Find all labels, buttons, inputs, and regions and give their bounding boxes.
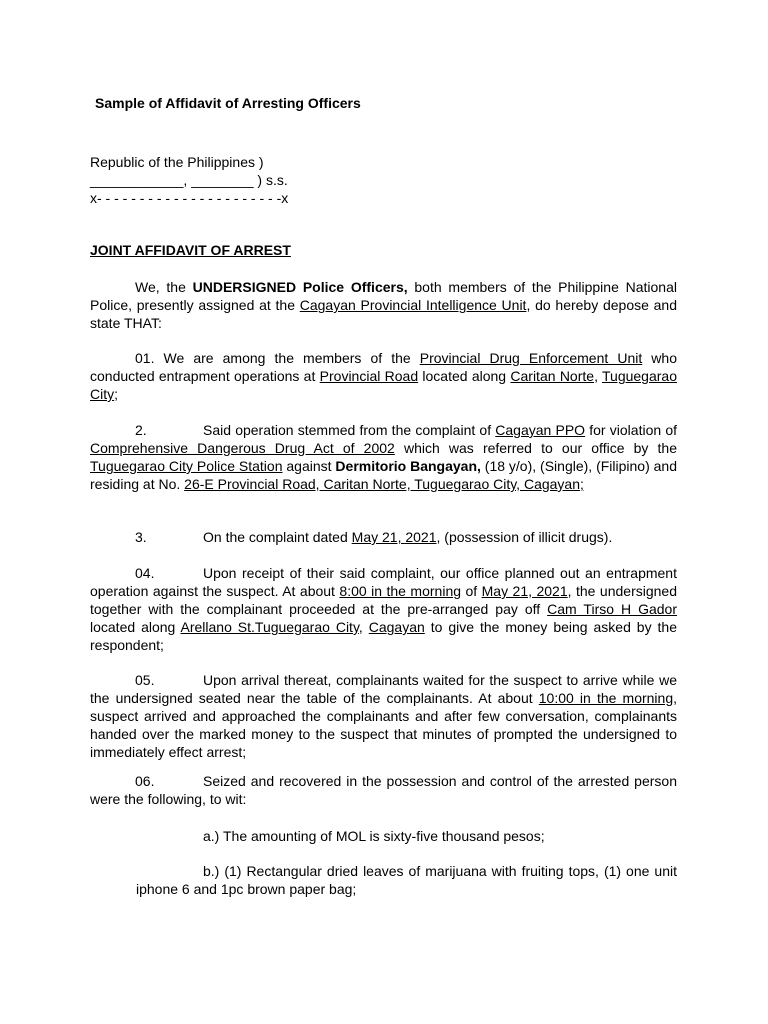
paragraph-06: 06. Seized and recovered in the possession and control of the arrested person were the following, to wit:: [90, 773, 677, 807]
paragraph-05: 05. Upon arrival thereat, complainants waited for the suspect to arrive while we the undersigned seated near the table of the complainants. At about 10:00 in the morning, suspect arrived and approached the complainants and after few conversation, complainants handed over the marked money to the suspect that minutes of prompted the undersigned to immediately effect arrest;: [90, 672, 677, 760]
paragraph-01: 01. We are among the members of the Provincial Drug Enforcement Unit who conducted entrapment operations at Provincial Road located along Caritan Norte, Tuguegarao City;: [90, 350, 677, 402]
document-title: Sample of Affidavit of Arresting Officers: [95, 95, 361, 111]
caption-separator: x- - - - - - - - - - - - - - - - - - - - - -x: [90, 190, 289, 206]
paragraph-03: 3. On the complaint dated May 21, 2021, (possession of illicit drugs).: [135, 529, 613, 545]
paragraph-02: 2. Said operation stemmed from the complaint of Cagayan PPO for violation of Comprehensive Dangerous Drug Act of 2002 which was referred to our office by the Tuguegarao City Police Station against Dermitorio Bangayan, (18 y/o), (Single), (Filipino) and residing at No. 26-E Provincial Road, Caritan Norte, Tuguegarao City, Cagayan;: [90, 422, 677, 492]
seized-item-a: a.) The amounting of MOL is sixty-five thousand pesos;: [203, 828, 545, 844]
affidavit-heading: JOINT AFFIDAVIT OF ARREST: [90, 242, 291, 258]
intro-paragraph: We, the UNDERSIGNED Police Officers, both members of the Philippine National Police, presently assigned at the Cagayan Provincial Intelligence Unit, do hereby depose and state THAT:: [90, 279, 677, 331]
seized-item-b: b.) (1) Rectangular dried leaves of marijuana with fruiting tops, (1) one unit iphone 6 and 1pc brown paper bag;: [136, 863, 677, 897]
caption-ss-line: ____________, ________ ) s.s.: [90, 172, 288, 188]
paragraph-04: 04. Upon receipt of their said complaint, our office planned out an entrapment operation against the suspect. At about 8:00 in the morning of May 21, 2021, the undersigned together with the complainant proceeded at the pre-arranged pay off Cam Tirso H Gador located along Arellano St.Tuguegarao City, Cagayan to give the money being asked by the respondent;: [90, 565, 677, 653]
caption-republic: Republic of the Philippines ): [90, 154, 264, 170]
